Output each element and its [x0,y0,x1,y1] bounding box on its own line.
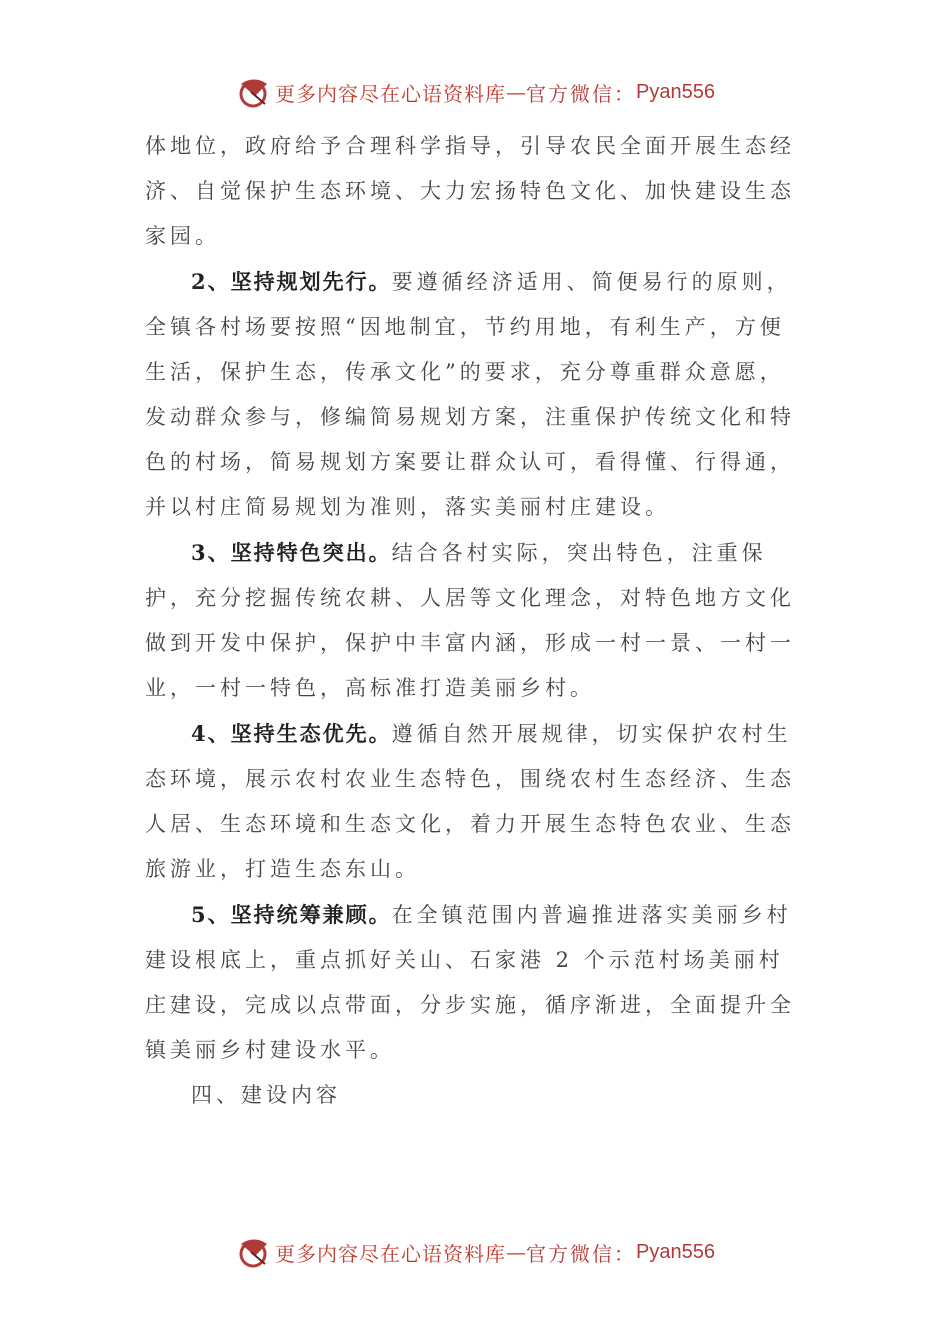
banner-wechat-id: Pyan556 [636,1240,715,1263]
paragraph-lead: 4、坚持生态优先。 [191,721,392,746]
paragraph-2 [145,259,805,530]
section-heading-text: 四、建设内容 [191,1083,341,1107]
paragraph-text: 在全镇范围内普遍推进落实美丽乡村建设根底上，重点抓好关山、石家港 2 个示范村场美丽村庄建设，完成以点带面，分步实施，循序渐进，全面提升全镇美丽乡村建设水平。 [145,903,795,1062]
banner-wechat-id: Pyan556 [636,80,715,103]
banner-wechat-label: 官方微信： [526,1241,637,1266]
paragraph-4 [145,711,805,892]
paragraph-text: 体地位，政府给予合理科学指导，引导农民全面开展生态经济、自觉保护生态环境、大力宏扬特色文化、加快建设生态家园。 [145,134,795,248]
paragraph-text: 结合各村实际，突出特色，注重保护，充分挖掘传统农耕、人居等文化理念，对特色地方文化做到开发中保护，保护中丰富内涵，形成一村一景、一村一业，一村一特色，高标准打造美丽乡村。 [145,541,795,700]
paragraph-lead: 2、坚持规划先行。 [191,269,392,294]
paragraph-3 [145,530,805,711]
paragraph-text: 遵循自然开展规律，切实保护农村生态环境，展示农村农业生态特色，围绕农村生态经济、生态人居、生态环境和生态文化，着力开展生态特色农业、生态旅游业，打造生态东山。 [145,722,795,881]
paragraph-5 [145,892,805,1073]
paragraph-1 [145,124,805,259]
logo-icon [235,74,271,110]
section-heading [145,1073,805,1118]
banner-dash: — [506,80,527,104]
banner-title: 更多内容尽在心语资料库 [275,1241,507,1266]
footer-banner [0,1232,950,1272]
paragraph-text: 要遵循经济适用、简便易行的原则，全镇各村场要按照“因地制宜，节约用地，有利生产，方便生活，保护生态，传承文化”的要求，充分尊重群众意愿，发动群众参与，修编简易规划方案，注重保护传统文化和特色的村场，简易规划方案要让群众认可，看得懂、行得通，并以村庄简易规划为准则，落实美丽村庄建设。 [145,270,795,519]
banner-title: 更多内容尽在心语资料库 [275,81,507,106]
banner-wechat-label: 官方微信： [526,81,637,106]
paragraph-lead: 3、坚持特色突出。 [191,540,392,565]
header-banner [0,72,950,112]
logo-icon [235,1234,271,1270]
banner-dash: — [506,1240,527,1264]
paragraph-lead: 5、坚持统筹兼顾。 [191,902,392,927]
document-body [145,124,805,1118]
